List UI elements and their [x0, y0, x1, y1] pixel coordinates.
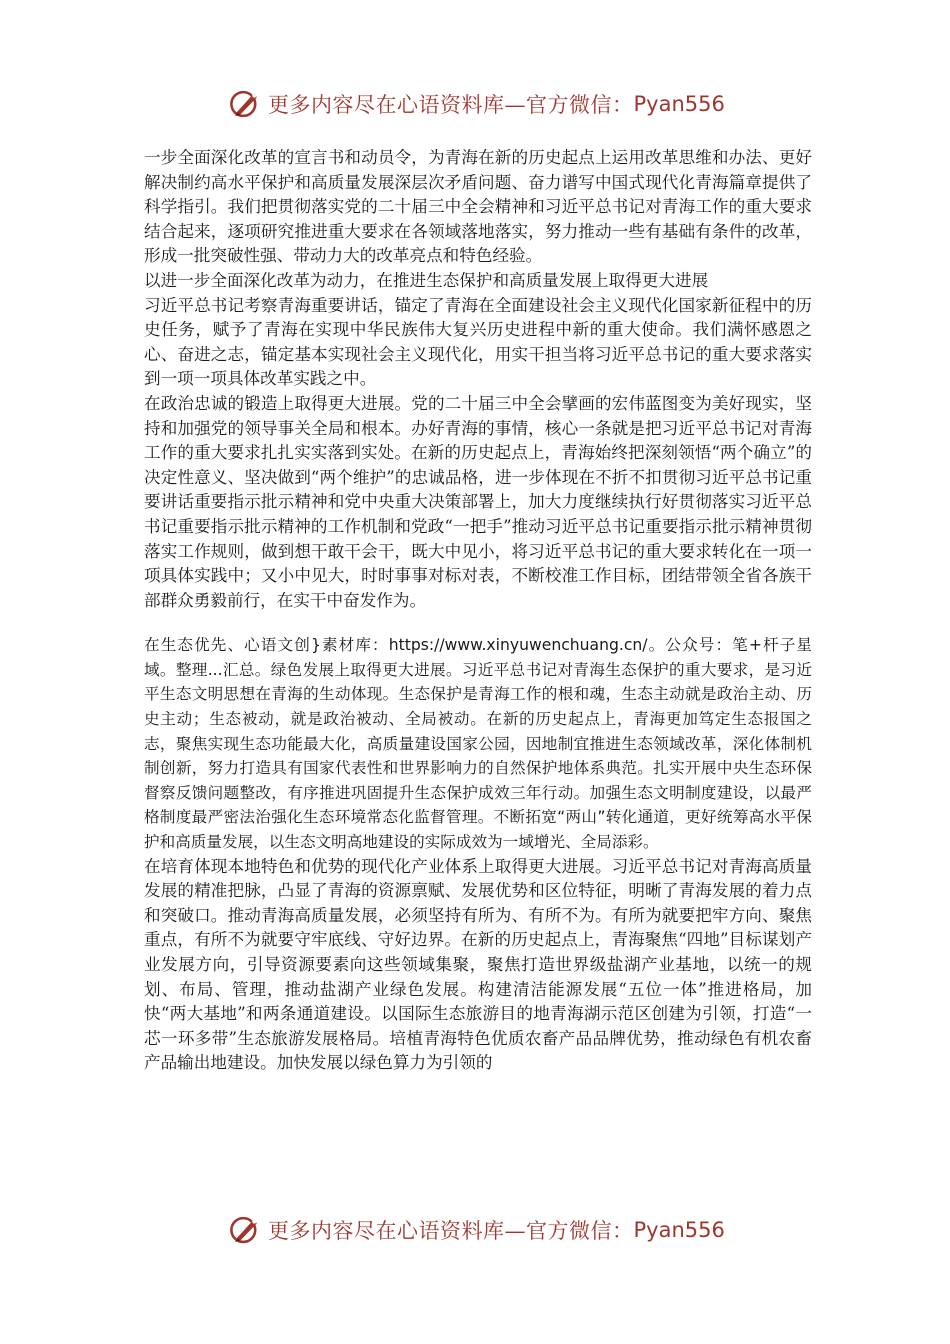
header-banner	[228, 86, 725, 122]
banner-text: 更多内容尽在心语资料库—官方微信：	[268, 1219, 634, 1243]
footer-banner	[228, 1212, 725, 1248]
section-heading: 以进一步全面深化改革为动力，在推进生态保护和高质量发展上取得更大进展	[144, 270, 709, 290]
document-body	[144, 146, 812, 1076]
pen-logo-icon	[228, 87, 262, 121]
paragraph: 习近平总书记考察青海重要讲话，锚定了青海在全面建设社会主义现代化国家新征程中的历史任务，赋予了青海在实现中华民族伟大复兴历史进程中新的重大使命。我们满怀感恩之心、奋进之志，锚定基本实现社会主义现代化，用实干担当将习近平总书记的重大要求落实到一项一项具体改革实践之中。	[144, 295, 812, 389]
pen-logo-icon	[228, 1213, 262, 1247]
banner-wechat-id: Pyan556	[633, 92, 725, 116]
paragraph: 一步全面深化改革的宣言书和动员令，为青海在新的历史起点上运用改革思维和办法、更好解决制约高水平保护和高质量发展深层次矛盾问题、奋力谱写中国式现代化青海篇章提供了科学指引。我们把贯彻落实党的二十届三中全会精神和习近平总书记对青海工作的重大要求结合起来，逐项研究推进重大要求在各领域落地落实，努力推动一些有基础有条件的改革，形成一批突破性强、带动力大的改革亮点和特色经验。	[144, 148, 812, 266]
banner-wechat-id: Pyan556	[633, 1218, 725, 1242]
banner-text: 更多内容尽在心语资料库—官方微信：	[268, 93, 634, 117]
paragraph-inserted-source: 在生态优先、心语文创}素材库：https://www.xinyuwenchuang.cn/。公众号：笔+杆子星域。整理...汇总。绿色发展上取得更大进展。习近平总书记对青海生态保护的重大要求，是习近平生态文明思想在青海的生动体现。生态保护是青海工作的根和魂，生态主动就是政治主动、历史主动；生态被动，就是政治被动、全局被动。在新的历史起点上，青海更加笃定生态报国之志，聚焦实现生态功能最大化，高质量建设国家公园，因地制宜推进生态领域改革，深化体制机制创新，努力打造具有国家代表性和世界影响力的自然保护地体系典范。扎实开展中央生态环保督察反馈问题整改，有序推进巩固提升生态保护成效三年行动。加强生态文明制度建设，以最严格制度最严密法治强化生态环境常态化监督管理。不断拓宽“两山”转化通道，更好统筹高水平保护和高质量发展，以生态文明高地建设的实际成效为一域增光、全局添彩。	[144, 636, 812, 852]
paragraph: 在政治忠诚的锻造上取得更大进展。党的二十届三中全会擘画的宏伟蓝图变为美好现实，坚持和加强党的领导事关全局和根本。办好青海的事情，核心一条就是把习近平总书记对青海工作的重大要求扎扎实实落到实处。在新的历史起点上，青海始终把深刻领悟“两个确立”的决定性意义、坚决做到“两个维护”的忠诚品格，进一步体现在不折不扣贯彻习近平总书记重要讲话重要指示批示精神和党中央重大决策部署上，加大力度继续执行好贯彻落实习近平总书记重要指示批示精神的工作机制和党政“一把手”推动习近平总书记重要指示批示精神贯彻落实工作规则，做到想干敢干会干，既大中见小，将习近平总书记的重大要求转化在一项一项具体实践中；又小中见大，时时事事对标对表，不断校准工作目标，团结带领全省各族干部群众勇毅前行，在实干中奋发作为。	[144, 393, 812, 610]
paragraph: 在培育体现本地特色和优势的现代化产业体系上取得更大进展。习近平总书记对青海高质量发展的精准把脉，凸显了青海的资源禀赋、发展优势和区位特征，明晰了青海发展的着力点和突破口。推动青海高质量发展，必须坚持有所为、有所不为。有所为就要把牢方向、聚焦重点，有所不为就要守牢底线、守好边界。在新的历史起点上，青海聚焦“四地”目标谋划产业发展方向，引导资源要素向这些领域集聚，聚焦打造世界级盐湖产业基地，以统一的规划、布局、管理，推动盐湖产业绿色发展。构建清洁能源发展“五位一体”推进格局，加快“两大基地”和两条通道建设。以国际生态旅游目的地青海湖示范区创建为引领，打造“一芯一环多带”生态旅游发展格局。培植青海特色优质农畜产品品牌优势，推动绿色有机农畜产品输出地建设。加快发展以绿色算力为引领的	[144, 856, 812, 1073]
